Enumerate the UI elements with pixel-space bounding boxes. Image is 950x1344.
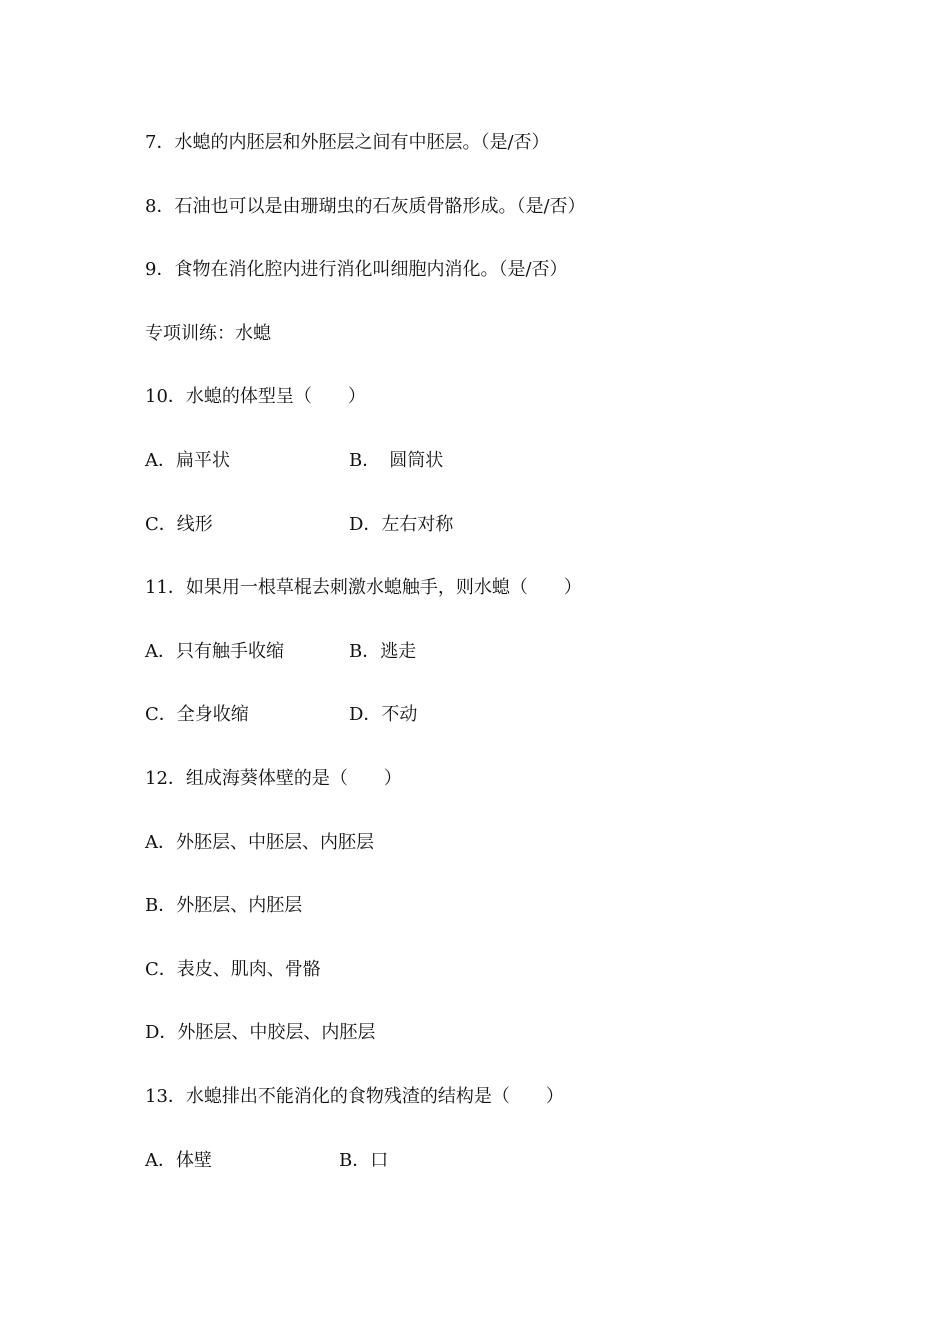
question-9: 9．食物在消化腔内进行消化叫细胞内消化。（是/否） [145, 259, 568, 280]
question-10-option-b: B． 圆筒状 [349, 450, 444, 471]
question-11-option-d: D．不动 [349, 704, 418, 725]
question-13-stem: 13．水螅排出不能消化的食物残渣的结构是（ ） [145, 1086, 564, 1107]
question-11-stem: 11．如果用一根草棍去刺激水螅触手，则水螅（ ） [145, 577, 582, 598]
question-8: 8．石油也可以是由珊瑚虫的石灰质骨骼形成。（是/否） [145, 196, 586, 217]
question-7: 7．水螅的内胚层和外胚层之间有中胚层。（是/否） [145, 132, 550, 153]
question-11-option-c: C．全身收缩 [145, 704, 249, 725]
question-10-option-c: C．线形 [145, 514, 213, 535]
question-13-option-b: B．口 [339, 1150, 389, 1171]
question-11-option-a: A．只有触手收缩 [145, 641, 284, 662]
question-12-option-c: C．表皮、肌肉、骨骼 [145, 959, 321, 980]
section-heading: 专项训练：水螅 [145, 323, 271, 344]
question-10-stem: 10．水螅的体型呈（ ） [145, 386, 366, 407]
question-12-stem: 12．组成海葵体壁的是（ ） [145, 768, 402, 789]
question-12-option-d: D．外胚层、中胶层、内胚层 [145, 1022, 376, 1043]
question-10-option-a: A．扁平状 [145, 450, 230, 471]
question-11-option-b: B．逃走 [349, 641, 417, 662]
question-12-option-b: B．外胚层、内胚层 [145, 895, 303, 916]
question-12-option-a: A．外胚层、中胚层、内胚层 [145, 832, 374, 853]
question-10-option-d: D．左右对称 [349, 514, 454, 535]
question-13-option-a: A．体壁 [145, 1150, 212, 1171]
